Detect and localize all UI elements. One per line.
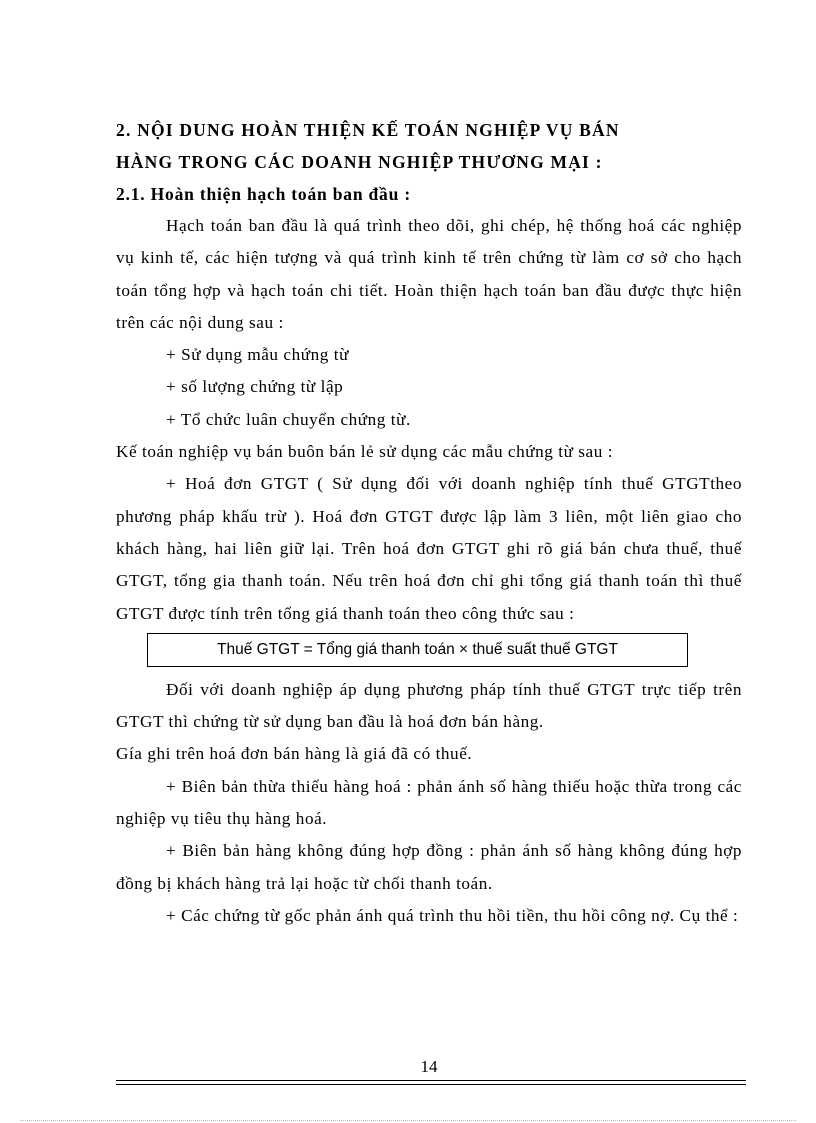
paragraph: + Các chứng từ gốc phản ánh quá trình thu hồi tiền, thu hồi công nợ. Cụ thể : <box>166 905 739 925</box>
paragraph-invoice: + Hoá đơn GTGT ( Sử dụng đối với doanh nghiệp tính thuế GTGTtheo phương pháp khấu trừ ). Hoá đơn GTGT được lập làm 3 liên, một liên giao cho khách hàng, hai liên giữ lại. Trên hoá đơn GTGT ghi rõ giá bán chưa thuế, thuế GTGT, tổng gia thanh toán. Nếu trên hoá đơn chỉ ghi tổng giá thanh toán thì thuế GTGT được tính trên tổng giá thanh toán theo công thức sau : <box>116 474 742 623</box>
page-number: 14 <box>420 1057 438 1076</box>
paragraph: Gía ghi trên hoá đơn bán hàng là giá đã có thuế. <box>116 744 473 764</box>
bullet-item: + Tổ chức luân chuyển chứng từ. <box>166 409 411 429</box>
bullet-item: + số lượng chứng từ lập <box>166 377 344 397</box>
formula-box: Thuế GTGT = Tổng giá thanh toán × thuế suất thuế GTGT <box>147 633 688 667</box>
paragraph: + Biên bản thừa thiếu hàng hoá : phản ánh số hàng thiếu hoặc thừa trong các nghiệp vụ tiêu thụ hàng hoá. <box>116 776 742 829</box>
footer-divider <box>116 1084 746 1085</box>
paragraph-intro: Hạch toán ban đầu là quá trình theo dõi, ghi chép, hệ thống hoá các nghiệp vụ kinh tế, các hiện tượng và quá trình kinh tế trên chứng từ làm cơ sở cho hạch toán tổng hợp và hạch toán chi tiết. Hoàn thiện hạch toán ban đầu được thực hiện trên các nội dung sau : <box>116 216 742 332</box>
paragraph: Kế toán nghiệp vụ bán buôn bán lẻ sử dụng các mẫu chứng từ sau : <box>116 442 614 462</box>
formula-block <box>116 630 742 674</box>
section-heading-line2: HÀNG TRONG CÁC DOANH NGHIỆP THƯƠNG MẠI : <box>116 152 603 172</box>
page-edge-divider <box>20 1120 796 1121</box>
paragraph: Đối với doanh nghiệp áp dụng phương pháp tính thuế GTGT trực tiếp trên GTGT thì chứng từ sử dụng ban đầu là hoá đơn bán hàng. <box>116 679 742 732</box>
bullet-item: + Sử dụng mẫu chứng từ <box>166 345 349 365</box>
document-body <box>116 210 742 932</box>
subsection-heading: 2.1. Hoàn thiện hạch toán ban đầu : <box>116 184 411 204</box>
paragraph: + Biên bản hàng không đúng hợp đồng : phản ánh số hàng không đúng hợp đồng bị khách hàng trả lại hoặc từ chối thanh toán. <box>116 841 742 893</box>
section-heading-line1: 2. NỘI DUNG HOÀN THIỆN KẾ TOÁN NGHIỆP VỤ BÁN <box>116 120 620 140</box>
footer-divider <box>116 1080 746 1081</box>
